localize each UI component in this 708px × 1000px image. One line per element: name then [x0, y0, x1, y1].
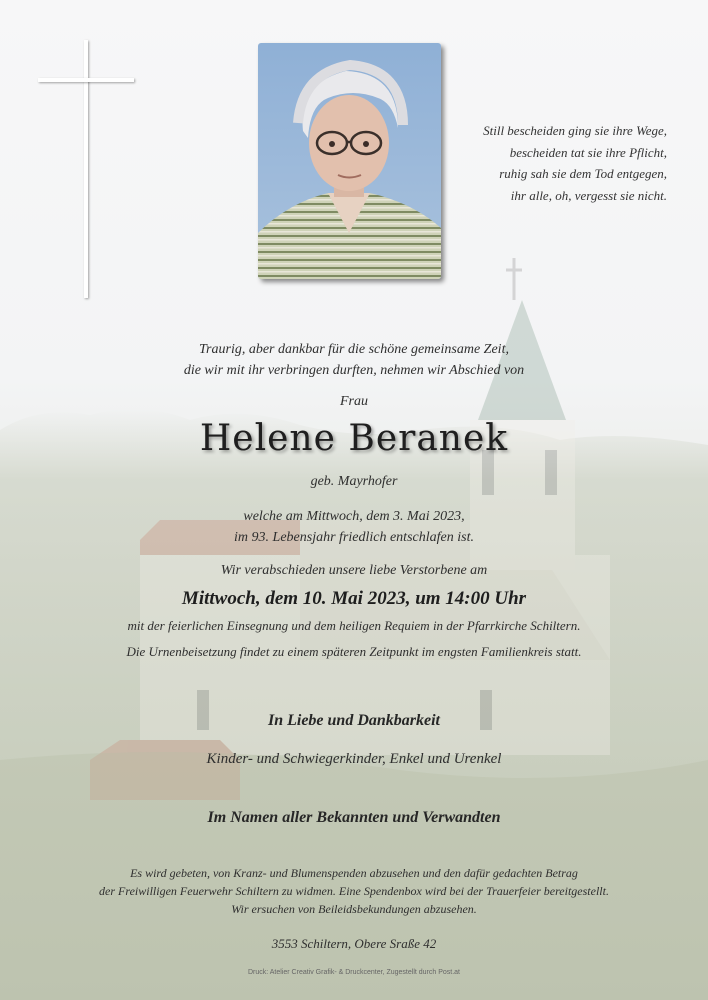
donation-note	[0, 864, 708, 918]
address: 3553 Schiltern, Obere Sraße 42	[271, 936, 437, 951]
note-line-3: Wir ersuchen von Beileidsbekundungen abzusehen.	[231, 902, 477, 916]
death-line-1: welche am Mittwoch, dem 3. Mai 2023,	[243, 509, 465, 524]
intro-line-2: die wir mit ihr verbringen durften, nehmen wir Abschied von	[183, 363, 525, 378]
mourners-family: Kinder- und Schwiegerkinder, Enkel und Urenkel	[206, 751, 502, 767]
deceased-name: Helene Beranek	[199, 418, 509, 459]
death-text	[0, 506, 708, 548]
poem-line: bescheiden tat sie ihre Pflicht,	[509, 144, 667, 160]
urn-text: Die Urnenbeisetzung findet zu einem späteren Zeitpunkt im engsten Familienkreis statt.	[126, 644, 582, 659]
poem-line: ihr alle, oh, vergesst sie nicht.	[510, 187, 667, 203]
note-line-1: Es wird gebeten, von Kranz- und Blumenspenden abzusehen und den dafür gedachten Betrag	[130, 866, 578, 880]
mourners-heading: In Liebe und Dankbarkeit	[267, 712, 440, 729]
mourners-on-behalf: Im Namen aller Bekannten und Verwandten	[207, 809, 501, 826]
cross-horizontal-bar	[38, 78, 134, 82]
poem-line: ruhig sah sie dem Tod entgegen,	[499, 166, 667, 181]
funeral-date: Mittwoch, dem 10. Mai 2023, um 14:00 Uhr	[181, 588, 527, 609]
portrait-photo	[258, 43, 441, 279]
intro-line-1: Traurig, aber dankbar für die schöne gemeinsame Zeit,	[199, 342, 509, 357]
requiem-text: mit der feierlichen Einsegnung und dem heiligen Requiem in der Pfarrkirche Schiltern.	[127, 618, 581, 633]
poem-line: Still bescheiden ging sie ihre Wege,	[483, 123, 667, 138]
intro-text	[0, 339, 708, 381]
note-line-2: der Freiwilligen Feuerwehr Schiltern zu widmen. Eine Spendenbox wird bei der Trauerfeier bereitgestellt.	[99, 884, 609, 898]
birth-name: geb. Mayrhofer	[310, 474, 398, 489]
poem	[440, 120, 667, 206]
printer-credit: Druck: Atelier Creativ Grafik- & Druckcenter, Zugestellt durch Post.at	[247, 969, 461, 976]
farewell-invite: Wir verabschieden unsere liebe Verstorbene am	[220, 563, 488, 578]
salutation: Frau	[340, 394, 368, 409]
death-line-2: im 93. Lebensjahr friedlich entschlafen ist.	[234, 530, 474, 545]
